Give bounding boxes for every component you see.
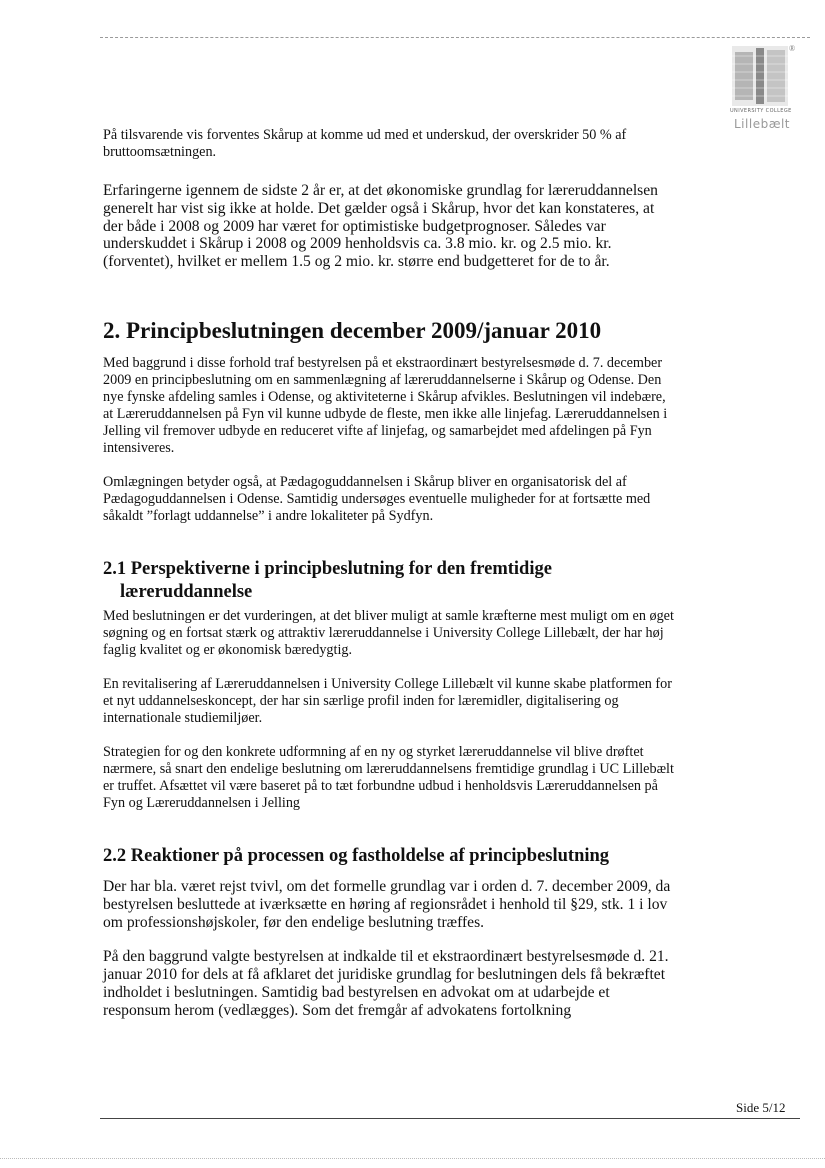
paragraph-4: Omlægningen betyder også, at Pædagoguddannelsen i Skårup bliver en organisatorisk del af Pædagoguddannelsen i Odense. Samtidig undersøges eventuelle muligheder for at fortsætte med såkaldt ”forlagt uddannelse” i andre lokaliteter på Sydfyn.	[103, 473, 651, 524]
paragraph-6: En revitalisering af Læreruddannelsen i University College Lillebælt vil kunne skabe platformen for et nyt uddannelseskoncept, der har sin særlige profil inden for læremidler, digitalisering og internationale studiemiljøer.	[103, 675, 672, 726]
section-heading-2-1	[103, 558, 678, 604]
university-logo	[728, 46, 800, 154]
scan-edge	[0, 1158, 825, 1159]
logo-name: Lillebælt	[734, 117, 791, 131]
paragraph-3: Med baggrund i disse forhold traf bestyrelsen på et ekstraordinært bestyrelsesmøde d. 7. december 2009 en principbeslutning om en sammenlægning af læreruddannelserne i Skårup og Odense. Den nye fynske afdeling samles i Odense, og aktiviteterne i Skårup afvikles. Beslutningen vil indebære, at Læreruddannelsen på Fyn vil kunne udbyde de fleste, men ikke alle linjefag. Læreruddannelsen i Jelling vil fremover udbyde en reduceret vifte af linjefag, og samarbejdet med afdelingen på Fyn intensiveres.	[103, 354, 668, 456]
header-rule	[100, 37, 810, 38]
paragraph-5: Med beslutningen er det vurderingen, at det bliver muligt at samle kræfterne mest muligt om en øget søgning og en fortsat stærk og attraktiv læreruddannelse i University College Lillebælt, der har høj faglig kvalitet og er økonomisk bæredygtig.	[103, 607, 674, 658]
page-number: Side 5/12	[736, 1100, 786, 1115]
paragraph-8: Der har bla. været rejst tvivl, om det formelle grundlag var i orden d. 7. december 2009, da bestyrelsen besluttede at iværksætte en høring af regionsrådet i henhold til §29, stk. 1 i lov om professionshøjskoler, før den endelige beslutning træffes.	[103, 877, 671, 931]
paragraph-7: Strategien for og den konkrete udformning af en ny og styrket læreruddannelse vil blive drøftet nærmere, så snart den endelige beslutning om læreruddannelsens fremtidige grundlag i UC Lillebælt er truffet. Afsættet vil være baseret på to tæt forbundne udbud i henholdsvis Læreruddannelsen på Fyn og Læreruddannelsen i Jelling	[103, 743, 674, 811]
section-heading-2: 2. Principbeslutningen december 2009/januar 2010	[103, 317, 602, 343]
footer-rule	[100, 1118, 800, 1119]
heading-number: 2.1	[103, 558, 127, 579]
section-heading-2-2: 2.2 Reaktioner på processen og fastholdelse af principbeslutning	[103, 845, 610, 866]
heading-text: Perspektiverne i principbeslutning for den fremtidige læreruddannelse	[120, 558, 552, 602]
paragraph-2: Erfaringerne igennem de sidste 2 år er, at det økonomiske grundlag for læreruddannelsen generelt har vist sig ikke at holde. Det gælder også i Skårup, hvor det kan konstateres, at der både i 2008 og 2009 har været for optimistiske budgetprognoser. Således var underskuddet i Skårup i 2008 og 2009 henholdsvis ca. 3.8 mio. kr. og 2.5 mio. kr. (forventet), hvilket er mellem 1.5 og 2 mio. kr. større end budgetteret for de to år.	[103, 182, 658, 271]
paragraph-9: På den baggrund valgte bestyrelsen at indkalde til et ekstraordinært bestyrelsesmøde d. 21. januar 2010 for dels at få afklaret det juridiske grundlag for beslutningen dels få bekræftet indholdet i beslutningen. Samtidig bad bestyrelsen en advokat om at udarbejde et responsum herom (vedlægges). Som det fremgår af advokatens fortolkning	[103, 948, 669, 1019]
logo-mark-icon	[732, 46, 788, 106]
registered-mark: ®	[789, 44, 796, 53]
logo-small-text: UNIVERSITY COLLEGE	[730, 108, 792, 114]
document-body	[103, 127, 678, 1020]
paragraph-1: På tilsvarende vis forventes Skårup at komme ud med et underskud, der overskrider 50 % af bruttoomsætningen.	[103, 127, 627, 160]
